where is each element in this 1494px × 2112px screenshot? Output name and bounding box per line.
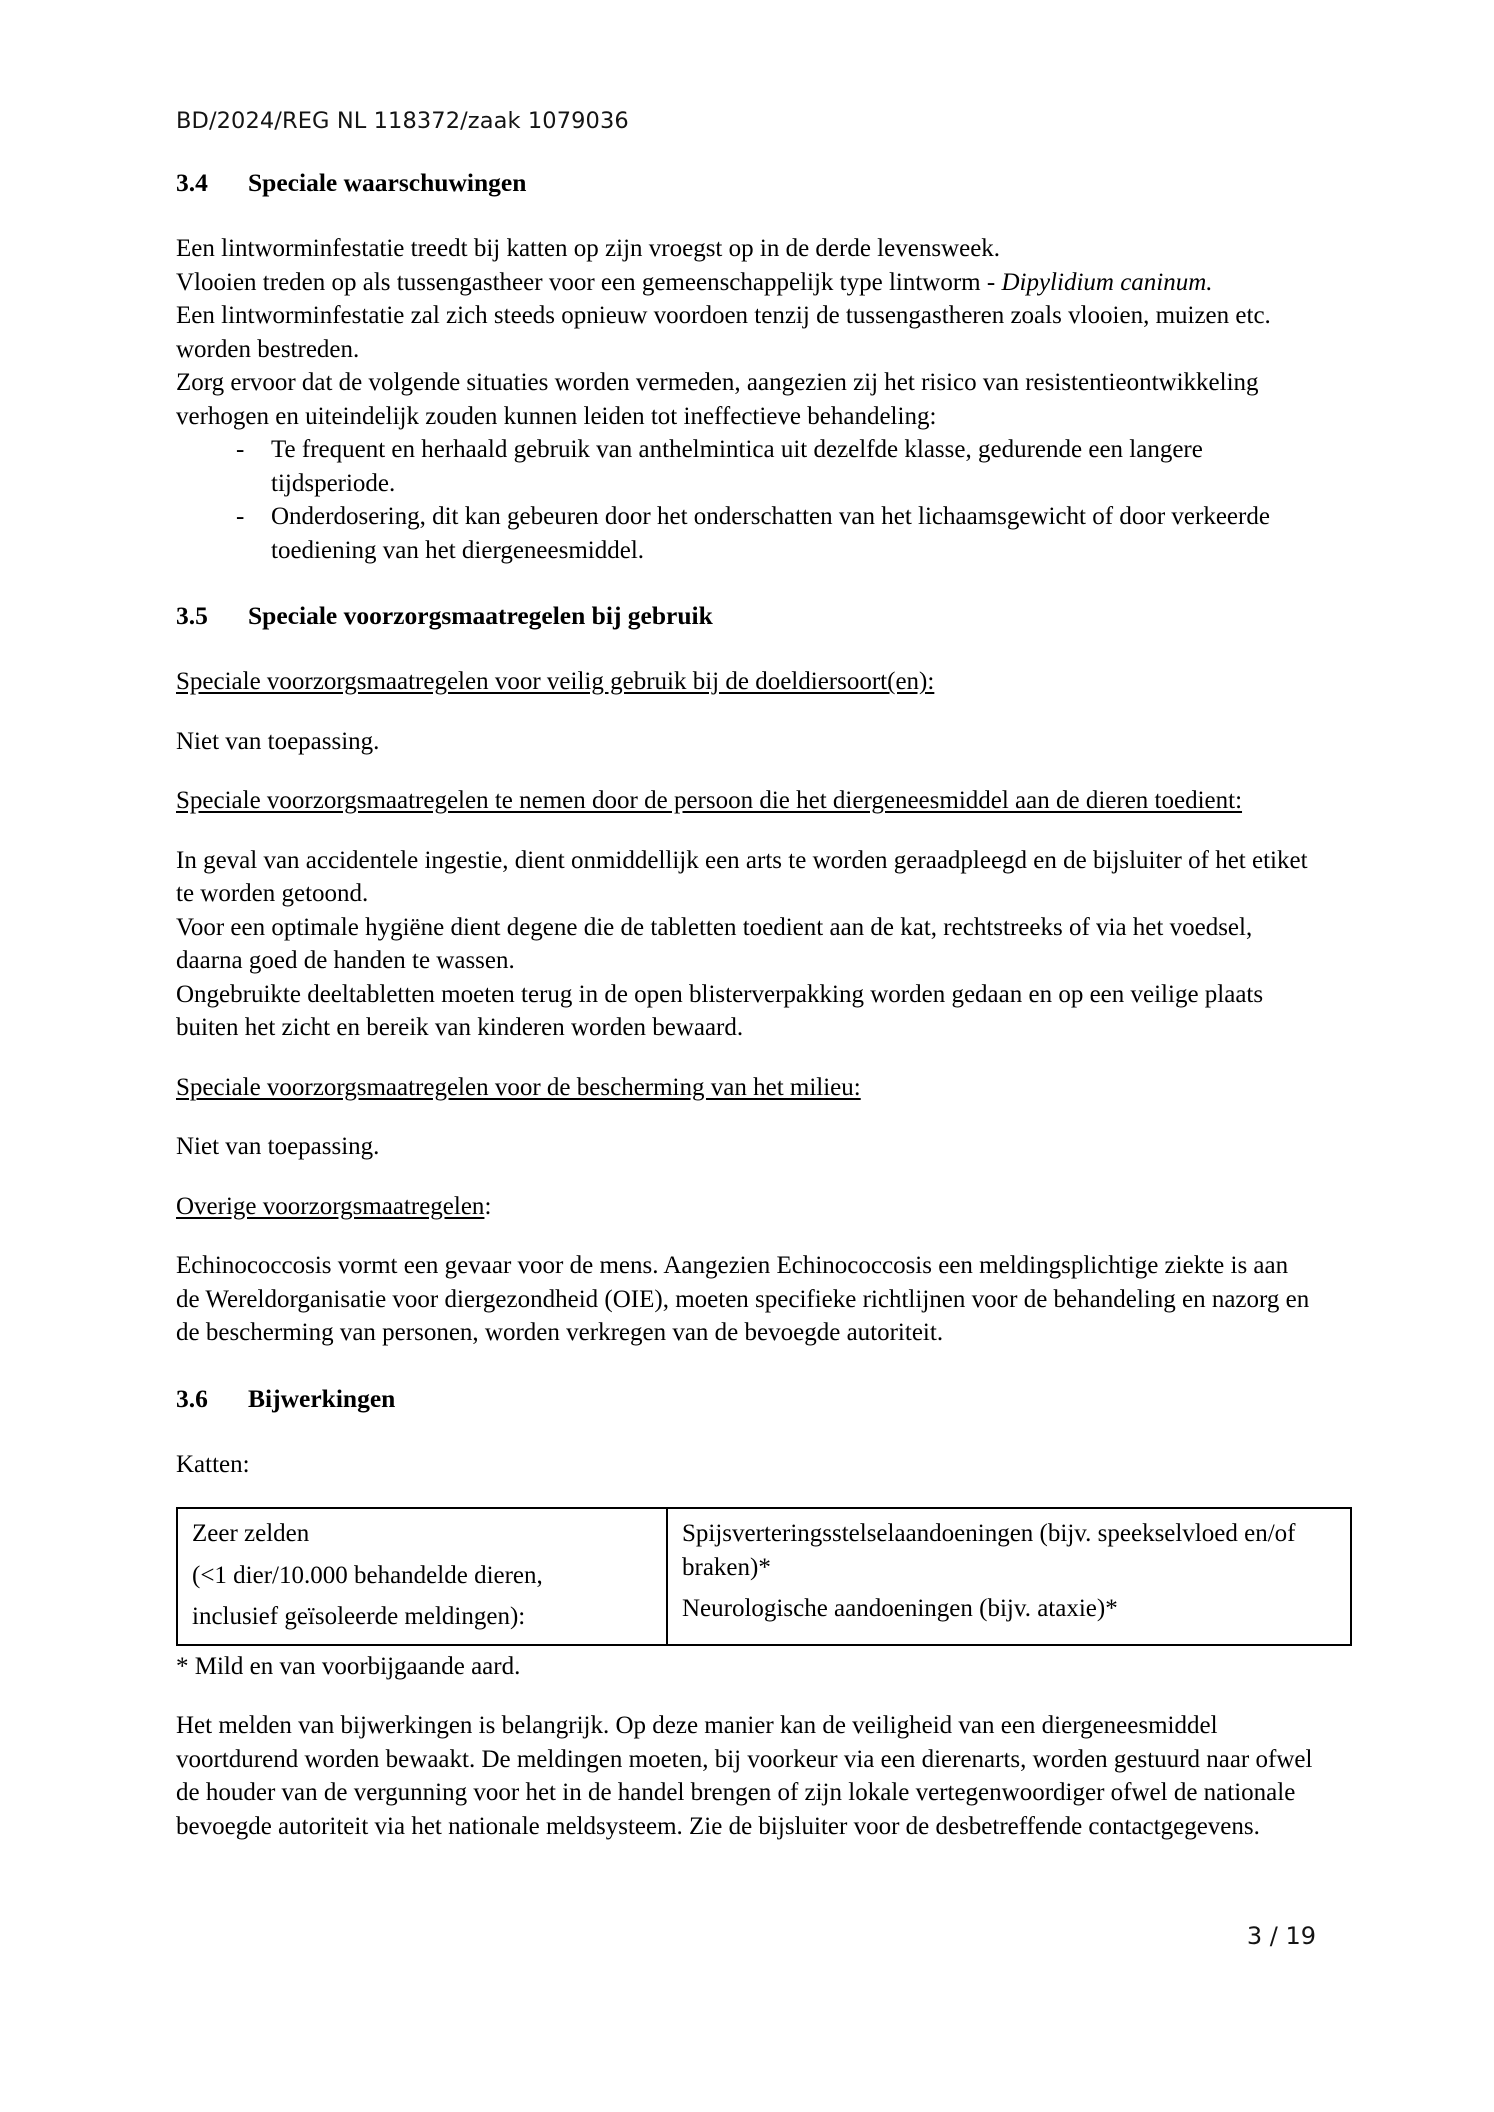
table-footnote: * Mild en van voorbijgaande aard. xyxy=(176,1652,521,1680)
subheading-label: Speciale voorzorgsmaatregelen voor de bescherming van het milieu: xyxy=(176,1073,861,1101)
list-item xyxy=(176,500,1316,567)
paragraph-adverse-event-reporting: Het melden van bijwerkingen is belangrijk. Op deze manier kan de veiligheid van een diergeneesmiddel voortdurend worden bewaakt. De meldingen moeten, bij voorkeur via een dierenarts, worden gestuurd naar ofwel de houder van de vergunning voor het in de handel brengen of zijn lokale vertegenwoordiger ofwel de nationale bevoegde autoriteit via het nationale meldsysteem. Zie de bijsluiter voor de desbetreffende contactgegevens. xyxy=(176,1712,1313,1840)
subheading-target-species-precautions xyxy=(176,665,1316,699)
list-item xyxy=(176,433,1316,500)
spacer xyxy=(176,567,1316,601)
spacer xyxy=(176,1164,1316,1190)
paragraph-target-species-na: Niet van toepassing. xyxy=(176,727,380,755)
subheading-other-precautions xyxy=(176,1190,1316,1224)
table-cell-effects xyxy=(667,1508,1351,1645)
spacer xyxy=(176,758,1316,784)
section-heading-3-5 xyxy=(176,601,1316,631)
table-cell-frequency xyxy=(177,1508,667,1645)
line-reinfestation: Een lintworminfestatie zal zich steeds opnieuw voordoen tenzij de tussengastheren zoals vlooien, muizen etc. worden bestreden. xyxy=(176,302,1271,363)
section-number-3-5: 3.5 xyxy=(176,601,208,630)
subheading-administrator-precautions xyxy=(176,784,1316,818)
spacer xyxy=(176,198,1316,232)
species-name-italic: Dipylidium caninum. xyxy=(1001,268,1213,296)
paragraph-hygiene-handwashing: Voor een optimale hygiëne dient degene die de tabletten toedient aan de kat, rechtstreeks of via het voedsel, daarna goed de handen te wassen. xyxy=(176,913,1253,974)
dash-bullet-icon: - xyxy=(236,436,245,463)
line-first-infestation: Een lintworminfestatie treedt bij katten op zijn vroegst op in de derde levensweek. xyxy=(176,235,1001,262)
list-item-label: Te frequent en herhaald gebruik van anthelmintica uit dezelfde klasse, gedurende een langere tijdsperiode. xyxy=(271,436,1203,497)
spacer xyxy=(176,1350,1316,1384)
spacer xyxy=(176,818,1316,844)
spacer xyxy=(176,1223,1316,1249)
spacer xyxy=(176,631,1316,665)
effect-gastrointestinal: Spijsverteringsstelselaandoeningen (bijv. speekselvloed en/of braken)* xyxy=(682,1520,1296,1581)
list-item-label: Onderdosering, dit kan gebeuren door het onderschatten van het lichaamsgewicht of door verkeerde toediening van het diergeneesmiddel. xyxy=(271,503,1270,564)
frequency-label: Zeer zelden xyxy=(192,1520,310,1547)
paragraph-tapeworm-infestation xyxy=(176,232,1316,433)
section-number-3-4: 3.4 xyxy=(176,168,208,197)
page-number-footer: 3 / 19 xyxy=(1246,1922,1316,1950)
spacer xyxy=(176,1414,1316,1448)
line-resistance-warning: Zorg ervoor dat de volgende situaties worden vermeden, aangezien zij het risico van resistentieontwikkeling verhogen en uiteindelijk zouden kunnen leiden tot ineffectieve behandeling: xyxy=(176,369,1259,430)
dash-bullet-icon: - xyxy=(236,503,245,530)
section-number-3-6: 3.6 xyxy=(176,1383,208,1413)
section-heading-3-4 xyxy=(176,168,1316,198)
subheading-environment-precautions xyxy=(176,1071,1316,1105)
subheading-colon: : xyxy=(484,1192,492,1220)
spacer xyxy=(176,1045,1316,1071)
section-title-3-5: Speciale voorzorgsmaatregelen bij gebruik xyxy=(248,601,713,630)
section-title-3-4: Speciale waarschuwingen xyxy=(248,168,527,197)
subheading-label: Speciale voorzorgsmaatregelen te nemen door de persoon die het diergeneesmiddel aan de dieren toedient: xyxy=(176,787,1243,814)
label-species-cats: Katten: xyxy=(176,1450,250,1478)
spacer xyxy=(176,1683,1316,1709)
paragraph-echinococcosis: Echinococcosis vormt een gevaar voor de mens. Aangezien Echinococcosis een meldingsplichtige ziekte is aan de Wereldorganisatie voor diergezondheid (OIE), moeten specifieke richtlijnen voor de behandeling en nazorg en de bescherming van personen, worden verkregen van de bevoegde autoriteit. xyxy=(176,1252,1310,1346)
subheading-label: Speciale voorzorgsmaatregelen voor veilig gebruik bij de doeldiersoort(en): xyxy=(176,668,935,695)
spacer xyxy=(176,1481,1316,1507)
document-header-reference: BD/2024/REG NL 118372/zaak 1079036 xyxy=(176,108,629,134)
paragraph-unused-part-tablets: Ongebruikte deeltabletten moeten terug in de open blisterverpakking worden gedaan en op een veilige plaats buiten het zicht en bereik van kinderen worden bewaard. xyxy=(176,980,1264,1041)
table-row xyxy=(177,1508,1351,1645)
spacer xyxy=(176,1104,1316,1130)
adverse-events-table xyxy=(176,1507,1352,1646)
line-flea-intermediate-host: Vlooien treden op als tussengastheer voor een gemeenschappelijk type lintworm - xyxy=(176,268,1002,296)
section-heading-3-6 xyxy=(176,1384,1316,1414)
effect-neurological: Neurologische aandoeningen (bijv. ataxie)* xyxy=(682,1595,1118,1622)
subheading-label: Overige voorzorgsmaatregelen xyxy=(176,1192,485,1220)
document-body xyxy=(176,168,1316,1843)
paragraph-accidental-ingestion: In geval van accidentele ingestie, dient onmiddellijk een arts te worden geraadpleegd en de bijsluiter of het etiket te worden getoond. xyxy=(176,846,1308,907)
frequency-range: (<1 dier/10.000 behandelde dieren, xyxy=(192,1561,543,1589)
warning-bullet-list xyxy=(176,433,1316,567)
spacer xyxy=(176,699,1316,725)
paragraph-environment-na: Niet van toepassing. xyxy=(176,1133,380,1160)
frequency-note: inclusief geïsoleerde meldingen): xyxy=(192,1603,526,1630)
section-title-3-6: Bijwerkingen xyxy=(248,1383,396,1413)
